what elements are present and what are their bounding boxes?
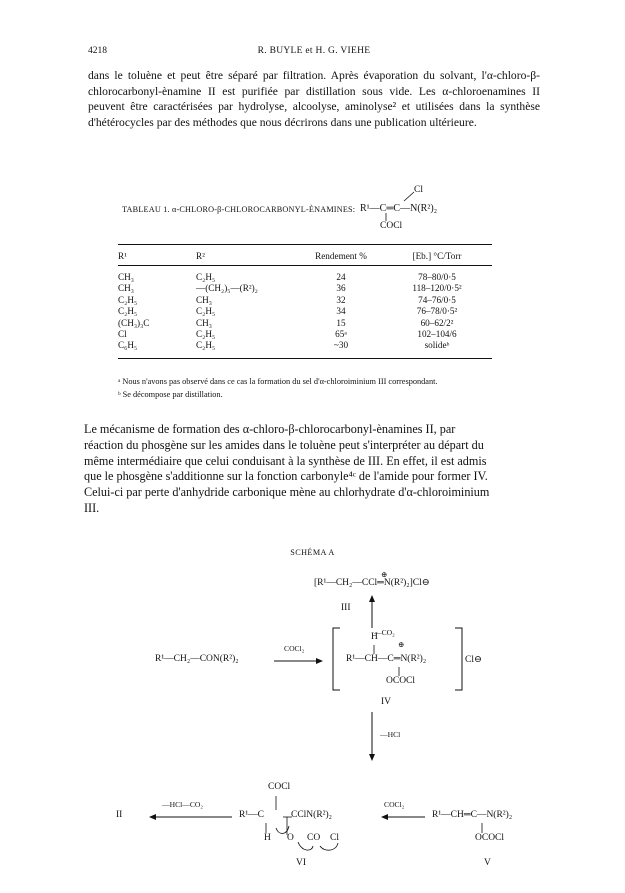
compound-V-formula: R¹—CH═C—N(R²)₂ xyxy=(432,810,513,820)
cell-r1: Cl xyxy=(118,329,127,340)
table-structure-cl: Cl xyxy=(414,185,423,195)
page-number: 4218 xyxy=(88,46,107,56)
table-row xyxy=(118,306,492,317)
compound-III-label: III xyxy=(341,603,351,613)
cell-r1: C₂H₅ xyxy=(118,306,138,317)
compound-VI-cl: Cl xyxy=(330,833,339,843)
cell-yield: 24 xyxy=(336,272,346,282)
cell-r1: C₆H₅ xyxy=(118,340,196,358)
compound-VI-right: CClN(R²)₂ xyxy=(291,810,332,820)
cell-r2: C₂H₅ xyxy=(196,272,216,282)
mechanism-line: que le phosgène s'additionne sur la fonction carbonyle⁴ᶜ de l'amide pour former IV. xyxy=(84,469,488,484)
arrow-minus-hcl-co2: —HCl—CO₂ xyxy=(162,800,204,809)
cell-r1: CH₃ xyxy=(118,283,134,294)
compound-VI-hydrogen: H xyxy=(264,833,271,843)
cell-bp: 78–80/0·5 xyxy=(418,272,456,282)
amide-formula: R¹—CH₂—CON(R²)₂ xyxy=(155,654,239,664)
cell-bp: solideᵇ xyxy=(382,340,492,358)
compound-VI-co: CO xyxy=(307,833,321,843)
compound-IV-label: IV xyxy=(381,697,392,707)
footnote-b: ᵇ Se décompose par distillation. xyxy=(118,390,223,399)
col-r2: R² xyxy=(196,245,300,266)
mechanism-line: Celui-ci par perte d'anhydride carbonique mène au chlorhydrate d'α-chloroiminium xyxy=(84,485,490,500)
running-head-authors: R. BUYLE et H. G. VIEHE xyxy=(257,46,371,56)
compound-VI-label: VI xyxy=(296,858,307,868)
mechanism-line: même intermédiaire que celui conduisant à la synthèse de III. En effet, il est admis xyxy=(84,453,487,468)
cell-bp: 60–62/2² xyxy=(420,317,454,328)
table-header-row xyxy=(118,245,492,266)
cell-bp: 76–78/0·5² xyxy=(416,306,458,317)
cell-r2: —(CH₂)₅—(R²)₂ xyxy=(196,283,258,294)
cell-bp: 118–120/0·5² xyxy=(412,283,462,294)
table-footnotes xyxy=(118,376,498,400)
col-r1: R¹ xyxy=(118,245,196,266)
schema-title: SCHÉMA A xyxy=(290,548,335,557)
cell-r2: C₂H₅ xyxy=(196,306,216,317)
compound-VI-cocl: COCl xyxy=(268,782,291,792)
table-row xyxy=(118,329,492,340)
col-yield: Rendement % xyxy=(300,245,382,266)
cell-bp: 74–76/0·5 xyxy=(418,294,456,305)
mechanism-line: III. xyxy=(84,500,100,515)
cell-yield: 36 xyxy=(336,283,346,294)
compound-VI-oxygen: O xyxy=(287,833,294,843)
cell-r1: CH₃ xyxy=(118,272,134,282)
compound-IV-ococl: OCOCl xyxy=(386,676,416,686)
cell-r2: CH₃ xyxy=(196,317,212,328)
reagent-phosgene: COCl₂ xyxy=(284,644,305,653)
cell-r1: (CH₃)₃C xyxy=(118,317,150,328)
col-boiling-point: [Eb.] °C/Torr xyxy=(382,245,492,266)
cell-yield: 15 xyxy=(336,317,346,328)
arrow-minus-co2: —CO₂ xyxy=(374,628,395,637)
cell-yield: 34 xyxy=(336,306,346,317)
arrow-minus-hcl: —HCl xyxy=(380,730,401,739)
compound-IV-hydrogen: H xyxy=(371,632,378,642)
compound-III-charge: ⊕ xyxy=(381,570,388,579)
compound-II-label: II xyxy=(116,810,123,820)
compound-V-label: V xyxy=(484,858,491,868)
cell-r1: C₂H₅ xyxy=(118,294,138,305)
enamine-table xyxy=(118,244,492,359)
cell-r2: CH₃ xyxy=(196,294,212,305)
table-row xyxy=(118,318,492,329)
cell-bp: 102–104/6 xyxy=(417,329,457,340)
mechanism-line: réaction du phosgène sur les amides dans le toluène peut s'interpréter au départ du xyxy=(84,437,484,452)
paragraph-mechanism xyxy=(84,422,544,517)
table-row xyxy=(118,266,492,284)
table-row xyxy=(118,295,492,306)
compound-III-formula: [R¹—CH₂—CCl═N(R²)₂]Cl⊖ xyxy=(314,578,430,588)
compound-IV-charge: ⊕ xyxy=(398,640,405,649)
compound-IV-formula: R¹—CH—C═N(R²)₂ xyxy=(346,654,427,664)
footnote-a: ᵃ Nous n'avons pas observé dans ce cas la formation du sel d'α-chloroiminium III correspondant. xyxy=(118,377,438,386)
reagent-phosgene-2: COCl₂ xyxy=(384,800,405,809)
table-structure-main: R¹—C═C—N(R²)₂ xyxy=(360,203,438,214)
cell-yield: 32 xyxy=(336,294,346,305)
cell-r2: C₂H₅ xyxy=(196,340,300,358)
table-row xyxy=(118,340,492,358)
paragraph-intro: dans le toluène et peut être séparé par filtration. Après évaporation du solvant, l'α-chloro-β-chlorocarbonyl-ènamine II est purifiée par distillation sous vide. Les α-chloroenamines II peuvent être caractérisées par hydrolyse, alcoolyse, aminolyse² et utilisées dans la synthèse d'hétérocycles par des méthodes que nous décrirons dans une publication ultérieure. xyxy=(88,69,540,129)
cell-yield: ~30 xyxy=(300,340,382,358)
cell-r2: C₂H₅ xyxy=(196,329,216,340)
cell-yield: 65ᵃ xyxy=(335,329,347,340)
table-structure-cocl: COCl xyxy=(380,221,403,231)
mechanism-line: Le mécanisme de formation des α-chloro-β-chlorocarbonyl-ènamines II, par xyxy=(84,422,456,436)
table-row xyxy=(118,283,492,294)
compound-VI-left: R¹—C xyxy=(239,810,265,820)
compound-IV-counterion: Cl⊖ xyxy=(465,655,482,665)
table-title: TABLEAU 1. α-CHLORO-β-CHLOROCARBONYL-ÈNAMINES: xyxy=(122,205,356,214)
compound-V-ococl: OCOCl xyxy=(475,833,505,843)
